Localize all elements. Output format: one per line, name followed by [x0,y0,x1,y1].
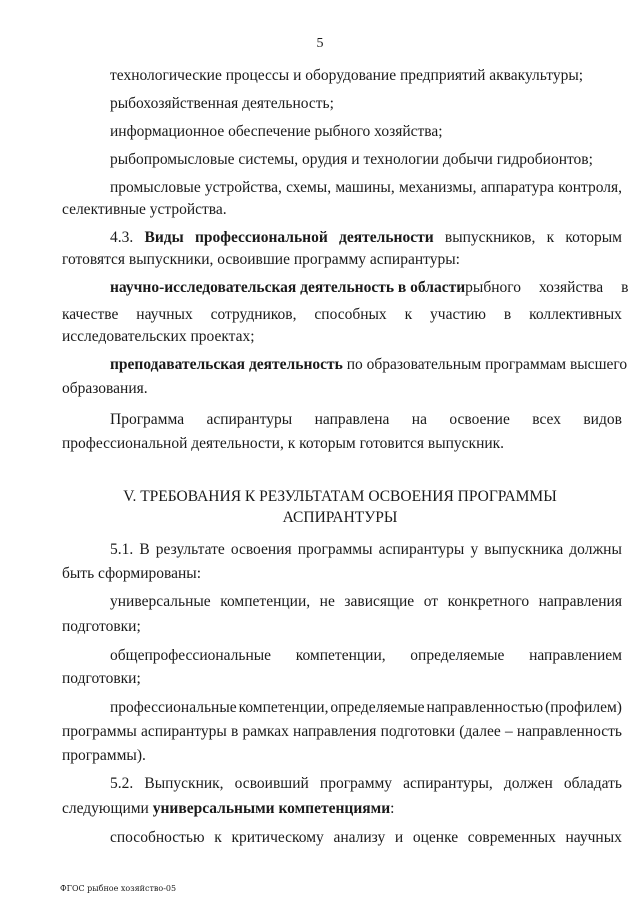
word: должны [569,541,622,558]
word: анализу [333,829,386,846]
word: участию [430,306,486,323]
word: программы [62,723,137,740]
word: универсальные [110,593,211,610]
word: (профилем) [545,699,622,716]
word: 5.1. [110,541,134,558]
paragraph-5-1-line [110,540,622,560]
word: направленность [516,723,622,740]
word: научных [136,306,193,323]
word: видов [583,411,622,428]
word: обладать [563,775,622,792]
word: В [139,541,150,558]
program-paragraph-line [110,410,622,430]
critical-analysis-line [110,828,622,848]
paragraph-5-2-line [110,774,622,794]
word: хозяйства [538,279,604,296]
page-number: 5 [316,36,324,51]
list-item: информационное обеспечение рыбного хозяйства; [110,123,443,140]
word: программы [297,541,373,558]
word: к [404,306,413,323]
word: в [503,306,512,323]
word: направления [538,593,622,610]
section-heading [60,486,620,528]
word: 4.3. [110,229,134,246]
word: конкретного [447,593,530,610]
word: современных [467,829,556,846]
word: освоение [449,411,510,428]
word: от [423,593,439,610]
word: направлена [314,411,390,428]
footer-label: ФГОС рыбное хозяйство-05 [60,884,177,893]
word: Программа [110,411,185,428]
paragraph-5-1-line: быть сформированы: [62,565,202,582]
teaching-activity-line [110,355,627,375]
word: в [230,723,239,740]
word: и [394,829,404,846]
paragraph-4-3-line [110,228,622,248]
word: деятельности [339,229,434,246]
word: направлением [529,647,622,664]
research-activity-line [62,305,622,325]
word: способных [314,306,387,323]
word: в [621,279,629,296]
word: профессиональные [110,699,237,716]
word: у [470,541,479,558]
word: критическому [231,829,324,846]
word: освоения [230,541,292,558]
word: коллективных [529,306,622,323]
universal-competencies-line [110,592,622,612]
word: 5.2. [110,775,134,792]
word: научных [565,829,622,846]
list-item-continuation: селективные устройства. [62,201,227,218]
word: Виды [144,229,184,246]
list-item: рыбопромысловые системы, орудия и технологии добычи гидробионтов; [110,151,593,168]
word: компетенции, [238,699,329,716]
professional-competencies-line [110,698,622,718]
word: профессиональной [194,229,328,246]
word: которым [565,229,622,246]
word: подготовки [380,723,456,740]
word: аспирантуры [206,411,293,428]
list-item: технологические процессы и оборудование предприятий аквакультуры; [110,67,584,84]
word: всех [532,411,561,428]
program-paragraph-line: профессиональной деятельности, к которым готовится выпускник. [62,435,505,452]
word: способностью [110,829,205,846]
research-activity-bold: научно-исследовательская деятельность в области [110,279,466,296]
word: компетенции, [295,647,386,664]
word: рыбного [465,279,521,296]
list-item: рыбохозяйственная деятельность; [110,95,334,112]
word: контроля, [558,179,622,196]
word: схемы, [286,179,332,196]
word: определяемые [410,647,505,664]
paragraph-5-2-end: : [390,800,395,817]
word: устройства, [204,179,282,196]
research-activity-line: исследовательских проектах; [62,328,255,345]
word: направления [293,723,377,740]
research-activity-line [110,278,629,298]
word: механизмы, [398,179,477,196]
word: программу [319,775,393,792]
word: оценке [412,829,459,846]
word: (далее [459,723,501,740]
word: зависящие [344,593,415,610]
section-heading-line: АСПИРАНТУРЫ [282,509,398,526]
word: аспирантуры [378,541,465,558]
word: не [319,593,335,610]
teaching-activity-bold: преподавательская деятельность [110,356,343,373]
word: рамках [242,723,289,740]
universal-competencies-bold: универсальными компетенциями [152,800,391,817]
teaching-activity-line: образования. [62,380,148,397]
word: должен [503,775,553,792]
paragraph-5-2-line [62,799,394,819]
universal-competencies-line: подготовки; [62,618,141,635]
word: направленностью [426,699,544,716]
word: аппаратура [480,179,554,196]
word: машины, [335,179,395,196]
section-heading-line: V. ТРЕБОВАНИЯ К РЕЗУЛЬТАТАМ ОСВОЕНИЯ ПРОГРАММЫ [123,488,557,505]
general-professional-line [110,646,622,666]
paragraph-5-2-start: следующими [62,800,153,817]
professional-competencies-line: программы). [62,747,146,764]
word: качестве [62,306,119,323]
general-professional-line: подготовки; [62,670,141,687]
paragraph-4-3-line: готовятся выпускники, освоившие программу аспирантуры: [62,251,460,268]
professional-competencies-line [62,722,622,742]
word: результате [155,541,225,558]
word: на [411,411,427,428]
word: аспирантуры, [403,775,493,792]
word: выпускника [484,541,564,558]
word: общепрофессиональные [110,647,272,664]
list-item [110,178,622,198]
teaching-activity-rest: по образовательным программам высшего [342,356,628,373]
word: компетенции, [220,593,311,610]
word: – [504,723,513,740]
word: к [214,829,222,846]
word: к [546,229,555,246]
word: освоивший [234,775,309,792]
word: определяемые [330,699,425,716]
word: аспирантуры [141,723,227,740]
word: Выпускник, [144,775,224,792]
research-activity-tail [465,278,628,298]
word: промысловые [110,179,201,196]
word: выпускников, [444,229,536,246]
word: сотрудников, [210,306,297,323]
